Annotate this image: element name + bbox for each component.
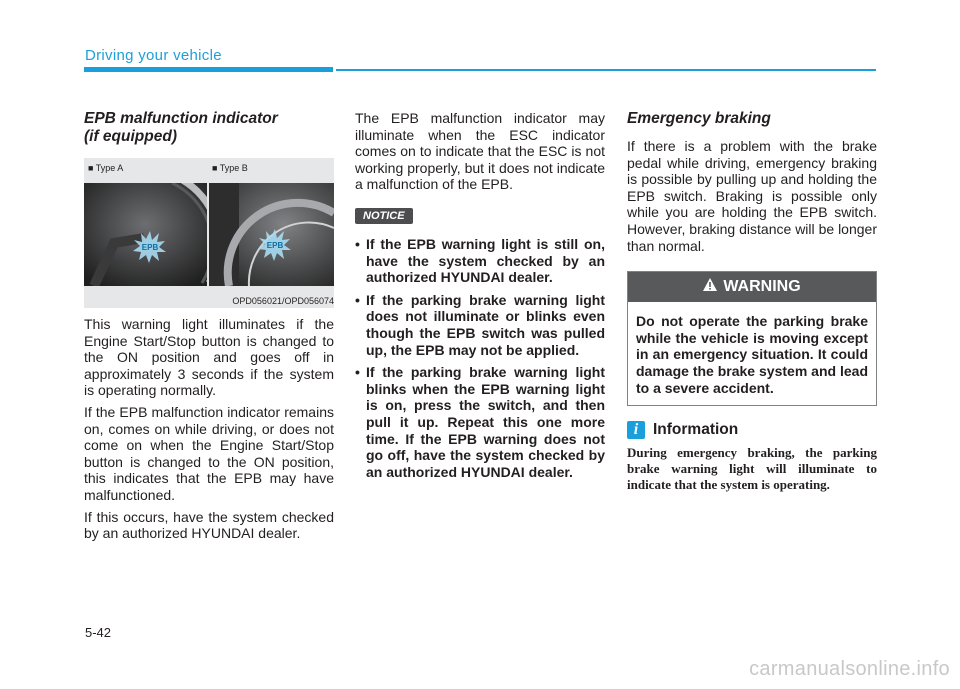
esc-paragraph: The EPB malfunction indicator may illuminate when the ESC indicator comes on to indicate that the ESC is not working properly, but it does not indicate a malfunction of the EPB. [355, 110, 605, 193]
column-emergency-braking [627, 110, 877, 493]
notice-list [355, 236, 605, 480]
information-header [627, 421, 877, 439]
figure-label-type-b: ■ Type B [212, 163, 248, 173]
header-bar-right [336, 69, 876, 71]
epb-paragraph-3: If this occurs, have the system checked by an authorized HYUNDAI dealer. [84, 508, 334, 542]
epb-heading-line1: EPB malfunction indicator [84, 110, 278, 127]
information-icon: i [627, 421, 645, 439]
epb-paragraph-1: This warning light illuminates if the Engine Start/Stop button is changed to the ON position and goes off in approximately 3 seconds if the system is operating normally. [84, 316, 334, 399]
warning-triangle-icon [703, 272, 717, 302]
warning-box [627, 271, 877, 406]
cluster-type-a-drawing [84, 183, 207, 286]
page-number: 5-42 [85, 625, 112, 640]
notice-item: • If the EPB warning light is still on, have the system checked by an authorized HYUNDAI dealer. [355, 236, 605, 286]
warning-text: Do not operate the parking brake while the vehicle is moving except in an emergency situation. It could damage the brake system and lead to a severe accident. [636, 313, 868, 396]
figure-label-type-a: ■ Type A [88, 163, 124, 173]
epb-indicator-figure [84, 158, 334, 308]
information-title: Information [653, 421, 739, 439]
epb-paragraph-2: If the EPB malfunction indicator remains on, comes on while driving, or does not come on when the Engine Start/Stop button is changed to the ON position, this indicates that the EPB may have malfunctioned. [84, 403, 334, 503]
cluster-image-type-a [84, 183, 207, 286]
header-bar-left [84, 67, 333, 72]
figure-caption: OPD056021/OPD056074 [232, 296, 334, 306]
watermark-link[interactable]: carmanualsonline.info [749, 658, 950, 680]
notice-item: • If the parking brake warning light does not illuminate or blinks even though the EPB switch was pulled up, the EPB may not be applied. [355, 292, 605, 358]
cluster-image-type-b [209, 183, 334, 286]
epb-badge-b: EPB [266, 241, 284, 250]
epb-heading-line2: (if equipped) [84, 128, 177, 145]
information-text: During emergency braking, the parking brake warning light will illuminate to indicate that the system is operating. [627, 445, 877, 493]
notice-badge: NOTICE [355, 208, 413, 224]
column-epb-notice [355, 110, 605, 486]
cluster-type-b-drawing [209, 183, 334, 286]
warning-header [628, 272, 876, 302]
emergency-braking-heading: Emergency braking [627, 110, 771, 127]
column-epb-indicator [84, 110, 334, 542]
epb-heading [84, 110, 334, 146]
section-title: Driving your vehicle [85, 47, 222, 64]
notice-item: • If the parking brake warning light blinks when the EPB warning light is on, press the switch, and then pull it up. Repeat this one more time. If the EPB warning does not go off, have the system checked by an authorized HYUNDAI dealer. [355, 364, 605, 480]
warning-title: WARNING [723, 278, 801, 296]
emergency-braking-paragraph: If there is a problem with the brake pedal while driving, emergency braking is possible by pulling up and holding the EPB switch. Braking is possible only while you are holding the EPB switch. However, braking distance will be longer than normal. [627, 138, 877, 254]
epb-badge-a: EPB [141, 243, 159, 252]
